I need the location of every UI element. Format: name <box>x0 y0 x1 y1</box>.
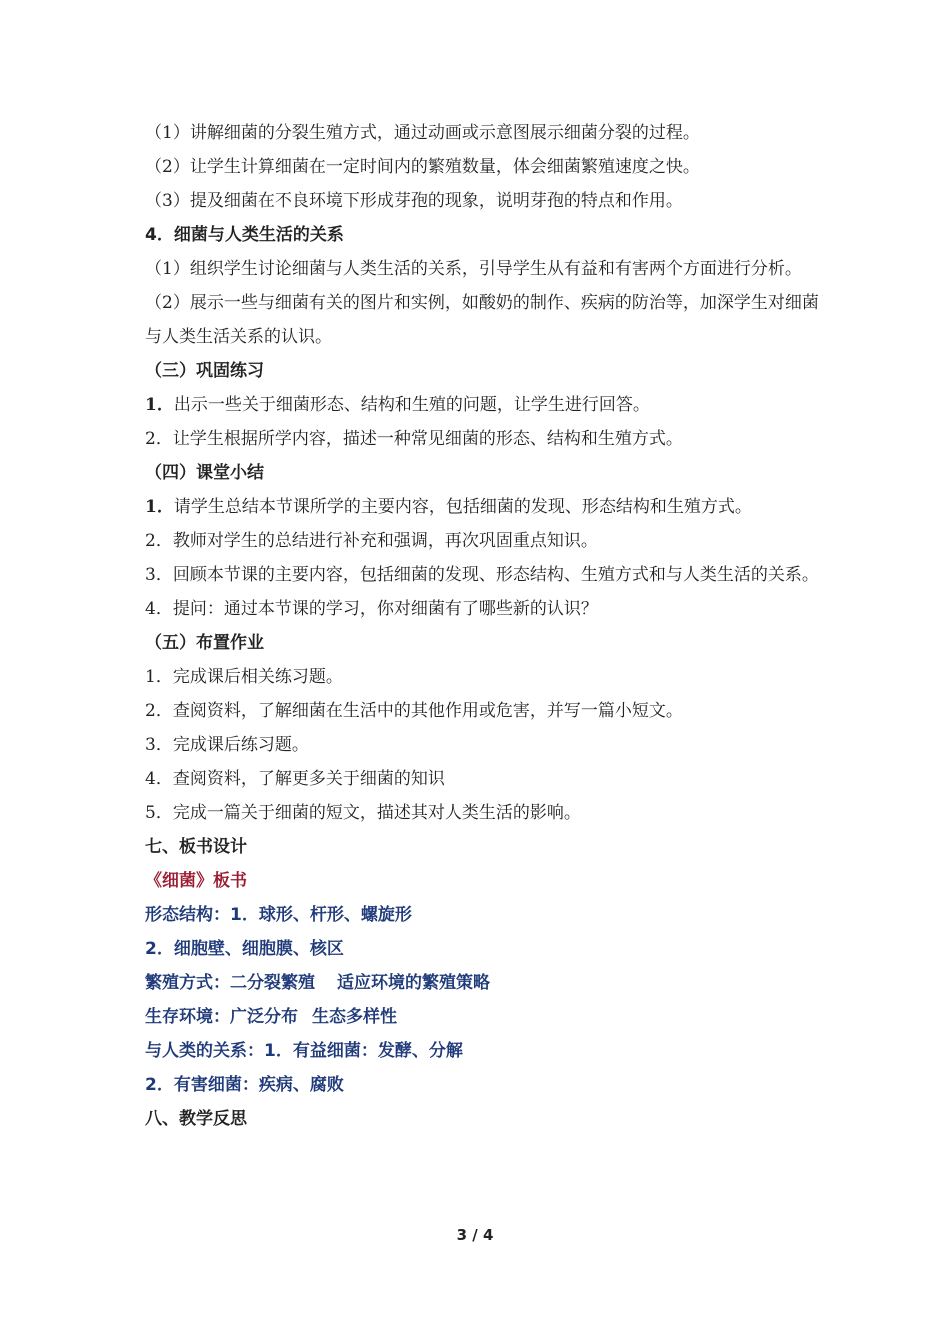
list-number: 1． <box>145 395 174 415</box>
list-item: （1）讲解细菌的分裂生殖方式，通过动画或示意图展示细菌分裂的过程。 <box>145 123 700 143</box>
section-heading: （四）课堂小结 <box>145 463 264 483</box>
board-line: 形态结构：1．球形、杆形、螺旋形 <box>145 905 412 925</box>
list-item: （3）提及细菌在不良环境下形成芽孢的现象，说明芽孢的特点和作用。 <box>145 191 683 211</box>
list-item: 4．查阅资料，了解更多关于细菌的知识 <box>145 769 445 789</box>
section-heading: 七、板书设计 <box>145 837 247 857</box>
list-item: 2．查阅资料，了解细菌在生活中的其他作用或危害，并写一篇小短文。 <box>145 701 683 721</box>
board-title: 《细菌》板书 <box>145 871 247 891</box>
section-heading: 八、教学反思 <box>145 1109 247 1129</box>
list-number: 1． <box>145 497 174 517</box>
list-item: 3．回顾本节课的主要内容，包括细菌的发现、形态结构、生殖方式和与人类生活的关系。 <box>145 565 819 585</box>
board-text: 生态多样性 <box>312 1007 397 1027</box>
list-item: （2）让学生计算细菌在一定时间内的繁殖数量，体会细菌繁殖速度之快。 <box>145 157 700 177</box>
board-line <box>145 966 825 1000</box>
board-line <box>145 1000 825 1034</box>
list-item <box>145 490 825 524</box>
board-text: 生存环境：广泛分布 <box>145 1007 298 1027</box>
list-text: 出示一些关于细菌形态、结构和生殖的问题，让学生进行回答。 <box>173 395 650 415</box>
section-heading: （三）巩固练习 <box>145 361 264 381</box>
list-item: 2．教师对学生的总结进行补充和强调，再次巩固重点知识。 <box>145 531 598 551</box>
list-item: 2．让学生根据所学内容，描述一种常见细菌的形态、结构和生殖方式。 <box>145 429 683 449</box>
board-text: 适应环境的繁殖策略 <box>337 973 490 993</box>
list-item: （2）展示一些与细菌有关的图片和实例，如酸奶的制作、疾病的防治等，加深学生对细菌与人类生活关系的认识。 <box>145 293 819 347</box>
list-item <box>145 388 825 422</box>
section-heading: （五）布置作业 <box>145 633 264 653</box>
list-item: 4．提问：通过本节课的学习，你对细菌有了哪些新的认识？ <box>145 599 598 619</box>
list-item: （1）组织学生讨论细菌与人类生活的关系，引导学生从有益和有害两个方面进行分析。 <box>145 259 802 279</box>
list-item: 1．完成课后相关练习题。 <box>145 667 343 687</box>
board-text: 繁殖方式：二分裂繁殖 <box>145 973 315 993</box>
list-item: 5．完成一篇关于细菌的短文，描述其对人类生活的影响。 <box>145 803 581 823</box>
list-text: 请学生总结本节课所学的主要内容，包括细菌的发现、形态结构和生殖方式。 <box>173 497 752 517</box>
page-number: 3 / 4 <box>456 1226 494 1244</box>
board-line: 2．细胞壁、细胞膜、核区 <box>145 939 344 959</box>
list-item: 3．完成课后练习题。 <box>145 735 309 755</box>
section-heading: 4．细菌与人类生活的关系 <box>145 225 344 245</box>
board-line: 与人类的关系：1．有益细菌：发酵、分解 <box>145 1041 463 1061</box>
board-line: 2．有害细菌：疾病、腐败 <box>145 1075 344 1095</box>
document-page <box>145 116 825 1136</box>
